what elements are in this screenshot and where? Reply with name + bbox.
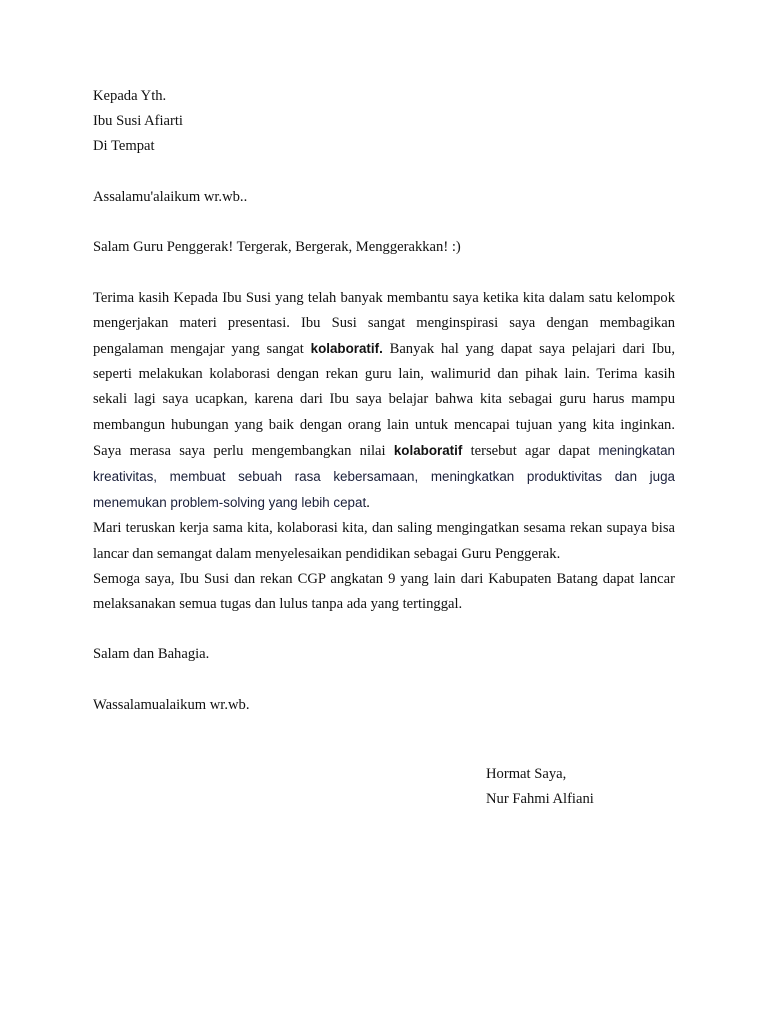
closing-wassalam: Wassalamualaikum wr.wb. (93, 696, 250, 713)
opening-greeting: Assalamu'alaikum wr.wb.. (93, 188, 248, 205)
spacer (93, 160, 675, 185)
paragraph-main-text-b: Banyak hal yang dapat saya pelajari dari Ibu, seperti melakukan kolaborasi dengan rekan guru lain, walimurid dan pihak lain. Terima kasih sekali lagi saya ucapkan, karena dari Ibu saya belajar bahwa kita sebagai guru harus mampu membangun hubungan yang baik dengan orang lain untuk mencapai tujuan yang kita inginkan. Saya merasa saya perlu mengembangkan nilai (93, 340, 675, 459)
spacer (93, 260, 675, 285)
emphasis-kolaboratif-1: kolaboratif. (310, 340, 383, 356)
paragraph-main (93, 286, 675, 517)
paragraph-main-benefits: meningkatan kreativitas, membuat sebuah rasa kebersamaan, meningkatkan produktivitas dan juga menemukan problem-solving yang lebih cepat (93, 442, 675, 511)
address-line-place: Di Tempat (93, 138, 155, 155)
signature-regards: Hormat Saya, (486, 766, 567, 782)
spacer (93, 617, 675, 642)
spacer (93, 668, 675, 693)
signature-block (486, 762, 594, 812)
paragraph-main-text-a: Terima kasih Kepada Ibu Susi yang telah banyak membantu saya ketika kita dalam satu kelompok mengerjakan materi presentasi. Ibu Susi sangat menginspirasi saya dengan membagikan pengalaman mengajar yang sangat (93, 289, 675, 357)
emphasis-kolaboratif-2: kolaboratif (393, 442, 463, 458)
spacer (93, 210, 675, 235)
paragraph-main-end: . (366, 495, 370, 512)
closing-salam: Salam dan Bahagia. (93, 646, 210, 663)
paragraph-main-text-c: tersebut agar dapat (462, 442, 599, 459)
letter-body (93, 84, 675, 718)
signature-name: Nur Fahmi Alfiani (486, 791, 594, 808)
paragraph-collaboration: Mari teruskan kerja sama kita, kolaborasi kita, dan saling mengingatkan sesama rekan supaya bisa lancar dan semangat dalam menyelesaikan pendidikan sebagai Guru Penggerak. (93, 520, 675, 562)
address-line-recipient-name: Ibu Susi Afiarti (93, 113, 183, 130)
address-line-recipient-title: Kepada Yth. (93, 88, 167, 104)
salam-guru-penggerak: Salam Guru Penggerak! Tergerak, Bergerak, Menggerakkan! :) (93, 239, 461, 256)
paragraph-hope: Semoga saya, Ibu Susi dan rekan CGP angkatan 9 yang lain dari Kabupaten Batang dapat lancar melaksanakan semua tugas dan lulus tanpa ada yang tertinggal. (93, 570, 675, 612)
